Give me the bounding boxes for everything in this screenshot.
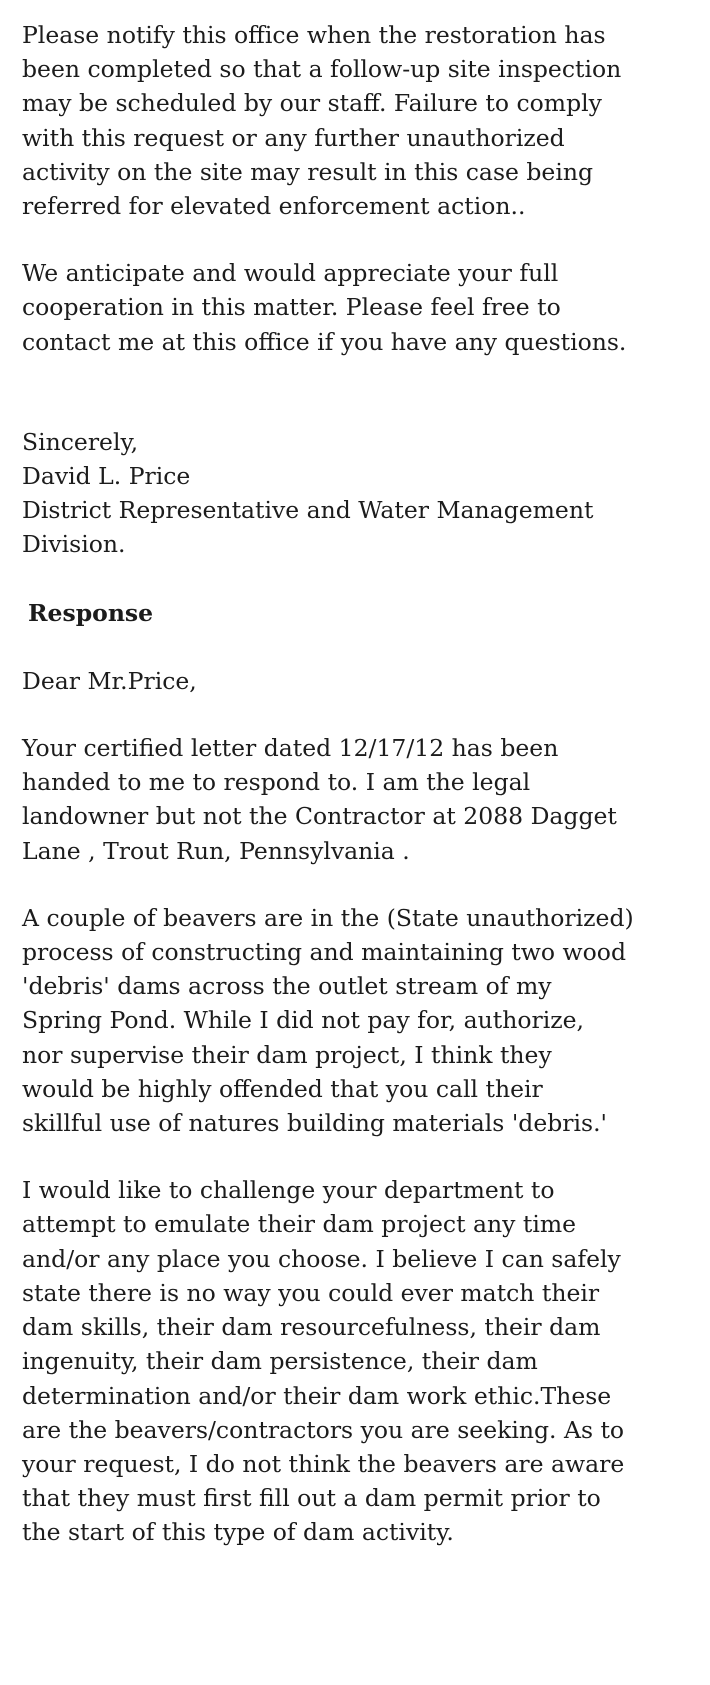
text-line: ingenuity, their dam persistence, their dam [22,1347,538,1376]
signer-title: Division. [22,530,126,559]
text-line: nor supervise their dam project, I think they [22,1040,552,1069]
text-line: are the beavers/contractors you are seeking. As to [22,1415,625,1444]
response-paragraph-challenge [22,1173,702,1549]
text-line: landowner but not the Contractor at 2088 Dagget [22,802,617,831]
text-line: determination and/or their dam work ethic.These [22,1381,612,1410]
text-line: cooperation in this matter. Please feel free to [22,293,561,322]
text-line: I would like to challenge your department to [22,1176,555,1205]
response-heading: Response [28,598,154,627]
text-line: that they must first fill out a dam permit prior to [22,1484,601,1513]
signer-name: David L. Price [22,462,191,491]
response-paragraph-certified-letter [22,731,702,868]
text-line: state there is no way you could ever match their [22,1278,600,1307]
text-line: contact me at this office if you have any questions. [22,327,627,356]
document-page [22,18,702,1550]
paragraph-spacer [22,359,702,425]
response-paragraph-beavers [22,901,702,1140]
paragraph-spacer [22,1140,702,1173]
text-line: may be scheduled by our staff. Failure to comply [22,89,602,118]
paragraph-spacer [22,223,702,256]
paragraph-spacer [22,698,702,731]
text-line: skillful use of natures building materials 'debris.' [22,1109,608,1138]
text-line: been completed so that a follow-up site inspection [22,55,622,84]
text-line: dam skills, their dam resourcefulness, their dam [22,1313,601,1342]
letter-paragraph-cooperation [22,256,702,359]
text-line: with this request or any further unauthorized [22,123,565,152]
text-line: would be highly offended that you call their [22,1074,543,1103]
text-line: activity on the site may result in this case being [22,157,594,186]
text-line: handed to me to respond to. I am the legal [22,768,531,797]
text-line: Spring Pond. While I did not pay for, authorize, [22,1006,585,1035]
paragraph-spacer [22,630,702,664]
paragraph-spacer [22,562,702,596]
text-line: referred for elevated enforcement action.. [22,192,526,221]
text-line: A couple of beavers are in the (State unauthorized) [22,903,634,932]
text-line: the start of this type of dam activity. [22,1518,454,1547]
text-line: Dear Mr.Price, [22,666,197,695]
text-line: and/or any place you choose. I believe I can safely [22,1244,621,1273]
text-line: 'debris' dams across the outlet stream of my [22,972,552,1001]
text-line: Your certified letter dated 12/17/12 has been [22,734,559,763]
text-line: attempt to emulate their dam project any time [22,1210,577,1239]
paragraph-spacer [22,868,702,901]
letter-closing-signature [22,425,702,562]
text-line: Please notify this office when the restoration has [22,21,606,49]
letter-paragraph-restoration [22,18,702,223]
closing-salutation: Sincerely, [22,427,139,456]
text-line: process of constructing and maintaining two wood [22,938,626,967]
signer-title: District Representative and Water Management [22,496,594,525]
text-line: your request, I do not think the beavers are aware [22,1449,625,1478]
text-line: We anticipate and would appreciate your full [22,259,559,288]
response-salutation [22,664,702,698]
text-line: Lane , Trout Run, Pennsylvania . [22,836,410,865]
